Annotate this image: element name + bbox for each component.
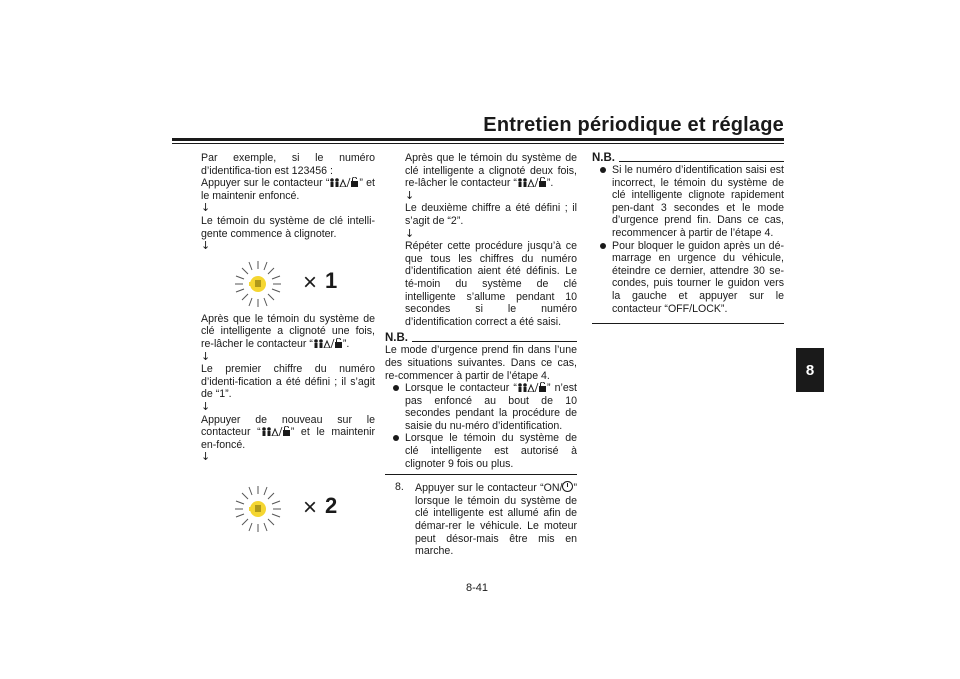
note-end-rule <box>385 474 577 475</box>
column-middle <box>385 152 577 558</box>
page-number: 8-41 <box>466 582 489 594</box>
list-item: Si le numéro d’identification saisi est incorrect, le témoin du système de clé intelligente clignote rapidement pen-dant 3 secondes et le mode d’urgence prend fin. Dans ce cas, recommencer à partir de l’étape 4. <box>592 164 784 240</box>
blink-figure-once <box>201 253 375 313</box>
paragraph: Répéter cette procédure jusqu’à ce que tous les chiffres du numéro d’identification aient été définis. Le té-moin du système de clé intelligente s’allume pendant 10 secondes si le numéro d’identification correct a été saisi. <box>405 240 577 328</box>
note-intro: Le mode d’urgence prend fin dans l’une des situations suivantes. Dans ce cas, re-commencer à partir de l’étape 4. <box>385 344 577 382</box>
note-label: N.B. <box>385 332 408 345</box>
smart-key-switch-icon <box>517 382 547 392</box>
arrow: ↓ <box>201 349 211 363</box>
paragraph: Le premier chiffre du numéro d’identi-fication a été défini ; il s’agit de “1”. <box>201 363 375 401</box>
paragraph: Le deuxième chiffre a été défini ; il s’agit de “2”. <box>405 202 577 227</box>
note-heading <box>592 152 784 164</box>
times-sign: × <box>303 493 318 521</box>
power-symbol-icon <box>562 481 573 492</box>
note-end-rule <box>592 323 784 324</box>
times-sign: × <box>303 268 318 296</box>
paragraph: Le témoin du système de clé intelli-gente commence à clignoter. <box>201 214 375 240</box>
paragraph: Appuyer de nouveau sur le contacteur “ ” et le maintenir en-foncé. <box>201 413 375 451</box>
note-rule <box>412 341 577 342</box>
arrow: ↓ <box>201 239 211 253</box>
arrow: ↓ <box>201 450 211 464</box>
blink-figure-twice <box>201 478 375 538</box>
step-8 <box>385 481 577 558</box>
header-rule-thin <box>172 143 784 144</box>
smart-key-switch-icon <box>329 177 359 187</box>
paragraph: Appuyer sur le contacteur “ ” et le maintenir enfoncé. <box>201 177 375 202</box>
note-rule <box>619 161 784 162</box>
note-list <box>592 164 784 315</box>
note-label: N.B. <box>592 152 615 164</box>
paragraph: Par exemple, si le numéro d’identifica-tion est 123456 : <box>201 152 375 177</box>
paragraph: Après que le témoin du système de clé intelligente a clignoté une fois, re-lâcher le contacteur “ ”. <box>201 312 375 350</box>
smart-key-switch-icon <box>261 426 291 436</box>
arrow: ↓ <box>405 226 415 240</box>
column-right <box>592 152 784 324</box>
arrow: ↓ <box>405 188 415 202</box>
arrow: ↓ <box>201 399 211 413</box>
step-text: Appuyer sur le contacteur “ON/ ” lorsque le témoin du système de clé intelligente est allumé afin de démar-rer le véhicule. Le moteur peut désor-mais être mis en marche. <box>415 482 577 558</box>
note-list <box>385 382 577 470</box>
note-heading <box>385 332 577 344</box>
paragraph: Après que le témoin du système de clé intelligente a clignoté deux fois, re-lâcher le contacteur “ ”. <box>405 152 577 190</box>
smart-key-switch-icon <box>313 338 343 348</box>
arrow: ↓ <box>201 201 211 215</box>
header-rule <box>172 138 784 141</box>
page-title: Entretien périodique et réglage <box>483 114 784 136</box>
column-left <box>201 152 375 538</box>
smart-key-indicator-icon <box>233 259 283 309</box>
list-item: Pour bloquer le guidon après un dé-marrage en urgence du véhicule, éteindre ce dernier, attendre 30 se-condes, puis tourner le guidon vers la gauche et appuyer sur le contacteur “OFF/LOCK”. <box>592 240 784 316</box>
chapter-tab[interactable]: 8 <box>796 348 824 392</box>
smart-key-switch-icon <box>517 177 547 187</box>
smart-key-indicator-icon <box>233 484 283 534</box>
list-item: Lorsque le contacteur “ ” n’est pas enfoncé au bout de 10 secondes pendant la procédure de saisie du nu-méro d’identification. <box>385 382 577 432</box>
blink-count: 2 <box>325 492 338 518</box>
list-item: Lorsque le témoin du système de clé intelligente est autorisé à clignoter 9 fois ou plus. <box>385 432 577 470</box>
blink-count: 1 <box>325 267 338 293</box>
step-number: 8. <box>395 481 404 494</box>
